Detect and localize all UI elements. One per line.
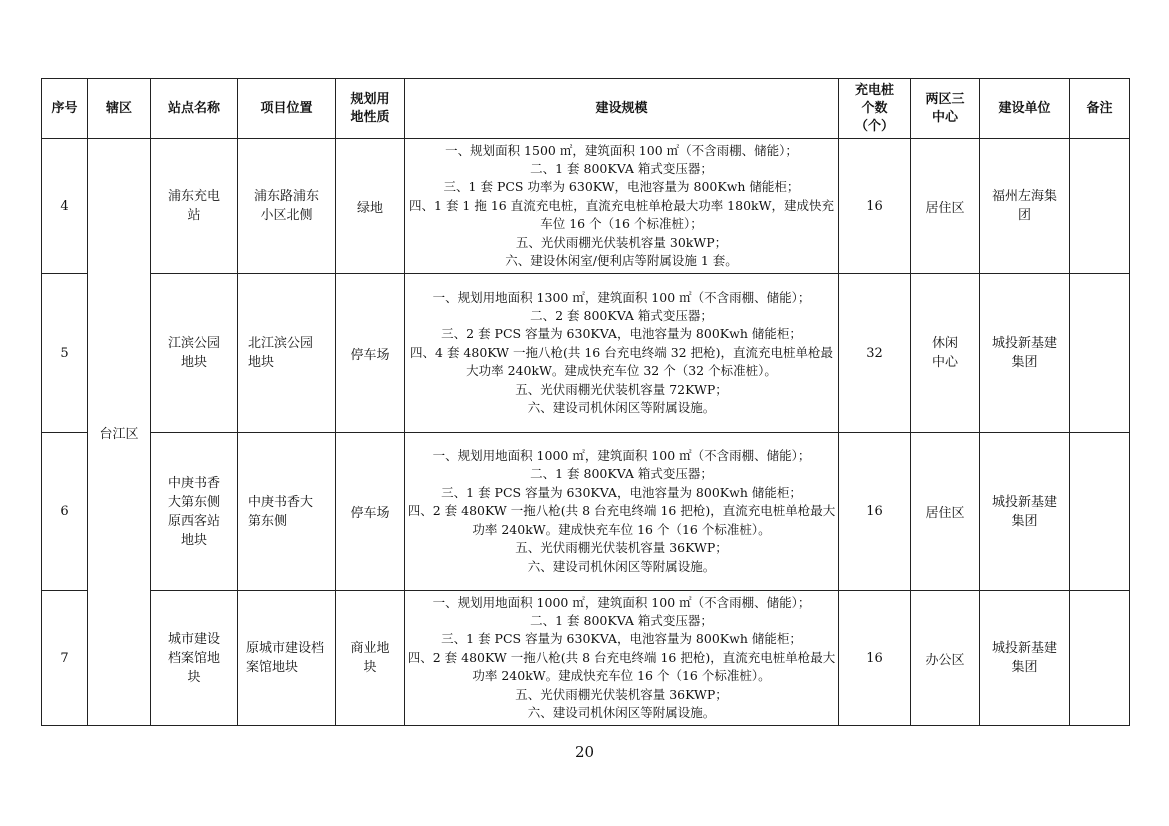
seq-cell: 6	[42, 433, 88, 591]
builder-cell	[980, 591, 1070, 726]
scale-line: 三、1 套 PCS 功率为 630KW，电池容量为 800Kwh 储能柜；	[443, 179, 800, 195]
scale-line: 五、光伏雨棚光伏装机容量 36KWP；	[515, 540, 728, 556]
header-piles	[839, 79, 911, 139]
piles-cell: 16	[839, 591, 911, 726]
scale-line: 三、2 套 PCS 容量为 630KVA，电池容量为 800Kwh 储能柜；	[441, 326, 802, 342]
table-row	[42, 274, 1130, 433]
header-piles-label: 充电桩个数（个）	[854, 82, 894, 134]
header-location	[238, 79, 336, 139]
location-text: 浦东路浦东小区北侧	[253, 189, 319, 223]
table-row	[42, 139, 1130, 274]
station-cell	[151, 433, 238, 591]
builder-name: 城投新基建集团	[991, 494, 1057, 529]
district-cell: 台江区	[88, 139, 151, 726]
scale-line: 六、建设司机休闲区等附属设施。	[527, 705, 716, 721]
piles-cell: 32	[839, 274, 911, 433]
station-name: 江滨公园地块	[167, 336, 220, 370]
scale-line: 六、建设司机休闲区等附属设施。	[527, 400, 716, 416]
seq-cell: 4	[42, 139, 88, 274]
builder-cell	[980, 274, 1070, 433]
location-text: 中庚书香大第东侧	[248, 494, 314, 529]
zone-cell: 办公区	[911, 591, 980, 726]
seq-cell: 7	[42, 591, 88, 726]
zone-cell: 居住区	[911, 433, 980, 591]
station-name: 浦东充电站	[167, 189, 220, 223]
header-row	[42, 79, 1130, 139]
scale-line: 五、光伏雨棚光伏装机容量 30kWP；	[515, 234, 728, 250]
table-row	[42, 433, 1130, 591]
zone-cell: 居住区	[911, 139, 980, 274]
scale-line: 六、建设司机休闲区等附属设施。	[527, 558, 716, 574]
location-cell	[238, 274, 336, 433]
land-use-cell	[336, 591, 405, 726]
piles-cell: 16	[839, 433, 911, 591]
location-cell	[238, 591, 336, 726]
remark-cell	[1070, 433, 1130, 591]
header-builder: 建设单位	[980, 79, 1070, 139]
location-text: 北江滨公园地块	[248, 336, 314, 370]
construction-plan-table	[41, 78, 1130, 726]
station-cell	[151, 591, 238, 726]
land-use-cell: 绿地	[336, 139, 405, 274]
builder-cell	[980, 139, 1070, 274]
zone-cell	[911, 274, 980, 433]
station-cell	[151, 139, 238, 274]
scale-line: 二、1 套 800KVA 箱式变压器；	[530, 160, 713, 176]
land-use-cell: 停车场	[336, 274, 405, 433]
remark-cell	[1070, 591, 1130, 726]
location-cell	[238, 433, 336, 591]
remark-cell	[1070, 274, 1130, 433]
header-remark: 备注	[1070, 79, 1130, 139]
scale-line: 四、4 套 480KW 一拖八枪(共 16 台充电终端 32 把枪)，直流充电桩单枪最大功率 240kW。建成快充车位 32 个（32 个标准桩）。	[410, 344, 833, 379]
scale-line: 二、2 套 800KVA 箱式变压器；	[530, 307, 713, 323]
station-cell	[151, 274, 238, 433]
scale-line: 三、1 套 PCS 容量为 630KVA，电池容量为 800Kwh 储能柜；	[441, 484, 802, 500]
scale-cell	[405, 274, 839, 433]
scale-cell	[405, 433, 839, 591]
builder-name: 城投新基建集团	[991, 641, 1057, 675]
header-scale: 建设规模	[405, 79, 839, 139]
scale-line: 一、规划面积 1500 ㎡，建筑面积 100 ㎡（不含雨棚、储能）；	[445, 142, 798, 158]
header-land-use-label: 规划用地性质	[350, 91, 390, 125]
scale-line: 一、规划用地面积 1000 ㎡，建筑面积 100 ㎡（不含雨棚、储能）；	[432, 448, 811, 464]
header-zone	[911, 79, 980, 139]
scale-cell	[405, 591, 839, 726]
land-use-text: 商业地块	[350, 641, 390, 675]
header-zone-label: 两区三中心	[925, 91, 965, 125]
location-text: 原城市建设档案馆地块	[246, 641, 325, 675]
header-location-label: 项目位置	[260, 100, 313, 116]
table-row	[42, 591, 1130, 726]
scale-line: 一、规划用地面积 1300 ㎡，建筑面积 100 ㎡（不含雨棚、储能）；	[432, 289, 811, 305]
scale-cell	[405, 139, 839, 274]
header-station-name: 站点名称	[151, 79, 238, 139]
scale-line: 六、建设休闲室/便利店等附属设施 1 套。	[505, 253, 738, 269]
scale-line: 五、光伏雨棚光伏装机容量 72KWP；	[515, 381, 728, 397]
station-name: 城市建设档案馆地块	[167, 631, 220, 685]
scale-line: 二、1 套 800KVA 箱式变压器；	[530, 466, 713, 482]
header-seq: 序号	[42, 79, 88, 139]
zone-text: 休闲中心	[931, 336, 958, 370]
station-name: 中庚书香大第东侧原西客站地块	[167, 475, 220, 548]
header-district: 辖区	[88, 79, 151, 139]
land-use-cell: 停车场	[336, 433, 405, 591]
builder-cell	[980, 433, 1070, 591]
scale-line: 一、规划用地面积 1000 ㎡，建筑面积 100 ㎡（不含雨棚、储能）；	[432, 594, 811, 610]
builder-name: 城投新基建集团	[991, 336, 1057, 370]
header-land-use	[336, 79, 405, 139]
scale-line: 五、光伏雨棚光伏装机容量 36KWP；	[515, 686, 728, 702]
scale-line: 二、1 套 800KVA 箱式变压器；	[530, 612, 713, 628]
page-number: 20	[574, 743, 595, 761]
builder-name: 福州左海集团	[991, 189, 1057, 223]
scale-line: 四、2 套 480KW 一拖八枪(共 8 台充电终端 16 把枪)，直流充电桩单枪最大功率 240kW。建成快充车位 16 个（16 个标准桩）。	[407, 649, 836, 684]
scale-line: 三、1 套 PCS 容量为 630KVA，电池容量为 800Kwh 储能柜；	[441, 631, 802, 647]
piles-cell: 16	[839, 139, 911, 274]
scale-line: 四、1 套 1 拖 16 直流充电桩，直流充电桩单枪最大功率 180kW，建成快充车位 16 个（16 个标准桩）；	[409, 197, 834, 232]
location-cell	[238, 139, 336, 274]
seq-cell: 5	[42, 274, 88, 433]
remark-cell	[1070, 139, 1130, 274]
scale-line: 四、2 套 480KW 一拖八枪(共 8 台充电终端 16 把枪)，直流充电桩单枪最大功率 240kW。建成快充车位 16 个（16 个标准桩）。	[407, 503, 836, 537]
